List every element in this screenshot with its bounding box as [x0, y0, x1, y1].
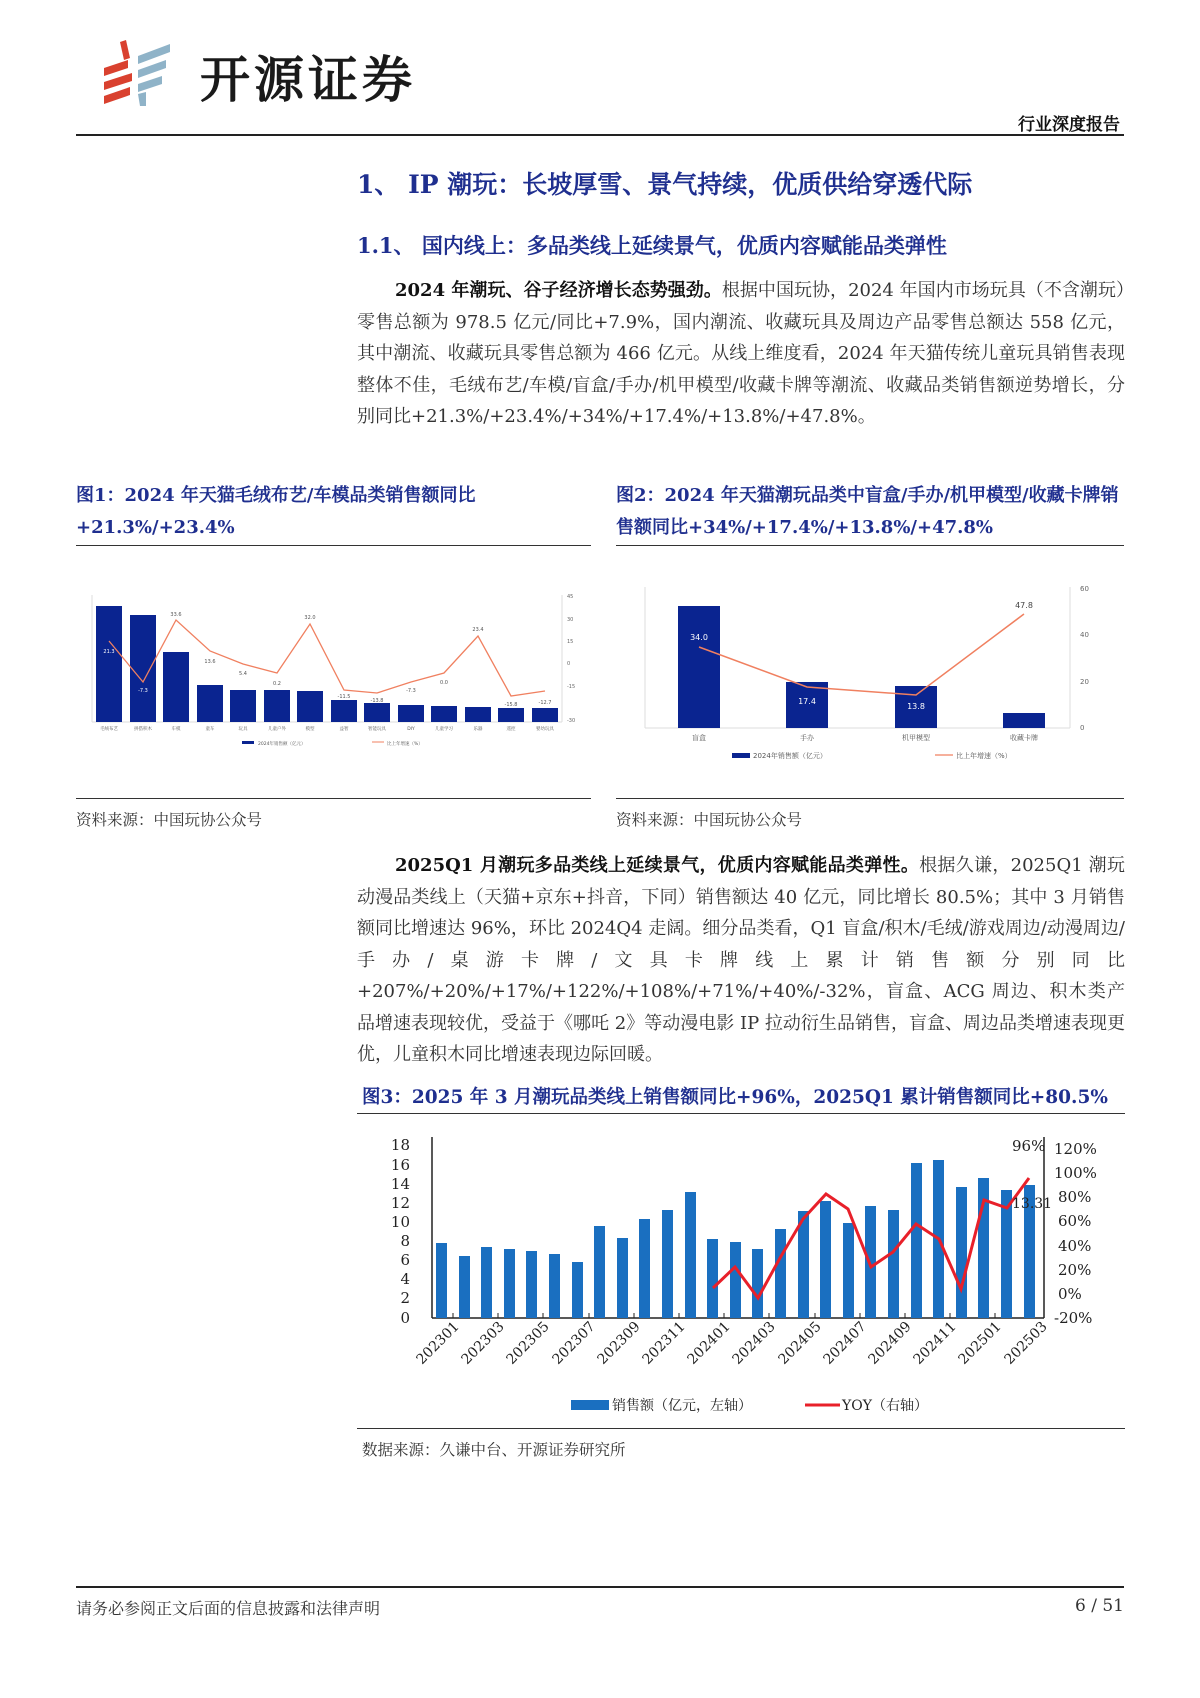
svg-text:0%: 0%	[1058, 1285, 1082, 1303]
paragraph-2	[357, 850, 1125, 1071]
svg-text:乐器: 乐器	[473, 727, 483, 732]
svg-text:202307: 202307	[549, 1318, 599, 1368]
svg-text:13.6: 13.6	[204, 659, 216, 665]
svg-text:-20%: -20%	[1054, 1309, 1093, 1327]
figure-2-source: 资料来源：中国玩协公众号	[616, 811, 803, 829]
figure-2-bottom-rule	[616, 798, 1124, 799]
svg-text:0: 0	[1080, 724, 1085, 732]
svg-text:202403: 202403	[729, 1318, 779, 1368]
svg-text:120%: 120%	[1054, 1140, 1097, 1158]
svg-text:0: 0	[567, 661, 571, 667]
svg-text:益智: 益智	[339, 727, 349, 732]
paragraph-1	[357, 275, 1125, 433]
svg-text:13.8: 13.8	[907, 702, 925, 711]
svg-text:童车: 童车	[205, 727, 215, 732]
figure-3-annotation-bar: 13.31	[1012, 1196, 1053, 1212]
svg-text:模型: 模型	[305, 727, 315, 732]
svg-text:17.4: 17.4	[798, 697, 816, 706]
svg-text:手办: 手办	[800, 734, 814, 742]
figure-2-title: 图2：2024 年天猫潮玩品类中盲盒/手办/机甲模型/收藏卡牌销售额同比+34%/+17.4%/+13.8%/+47.8%	[616, 485, 1119, 538]
svg-text:0.0: 0.0	[440, 680, 448, 686]
brand-logo-icon	[100, 38, 190, 108]
svg-text:车模: 车模	[171, 727, 181, 732]
figure-3-legend-line: YOY（右轴）	[842, 1398, 928, 1414]
svg-text:0: 0	[400, 1309, 410, 1327]
figure-3-top-rule	[357, 1113, 1125, 1114]
figure-3-title: 图3：2025 年 3 月潮玩品类线上销售额同比+96%，2025Q1 累计销售额同比+80.5%	[362, 1087, 1108, 1108]
figure-1-source: 资料来源：中国玩协公众号	[76, 811, 263, 829]
svg-text:202503: 202503	[1001, 1318, 1051, 1368]
svg-text:婴幼玩具: 婴幼玩具	[536, 727, 554, 732]
svg-text:202501: 202501	[955, 1318, 1005, 1368]
figure-1-bottom-rule	[76, 798, 591, 799]
svg-text:毛绒布艺: 毛绒布艺	[100, 727, 118, 732]
svg-text:8: 8	[400, 1232, 410, 1250]
svg-text:4: 4	[400, 1270, 410, 1288]
svg-text:-15.8: -15.8	[504, 702, 518, 708]
svg-text:202305: 202305	[503, 1318, 553, 1368]
svg-text:16: 16	[390, 1156, 410, 1174]
svg-text:15: 15	[567, 639, 574, 645]
svg-text:20%: 20%	[1058, 1261, 1092, 1279]
svg-text:2024年销售额（亿元）: 2024年销售额（亿元）	[258, 742, 306, 747]
svg-text:儿童户外: 儿童户外	[268, 727, 286, 732]
svg-text:33.6: 33.6	[170, 612, 182, 618]
svg-text:60%: 60%	[1058, 1212, 1092, 1230]
figure-3-legend-bar: 销售额（亿元，左轴）	[612, 1398, 752, 1414]
svg-text:比上年增速（%）: 比上年增速（%）	[387, 742, 423, 747]
svg-text:23.4: 23.4	[472, 627, 484, 633]
svg-text:202301: 202301	[413, 1318, 463, 1368]
svg-text:45: 45	[567, 594, 574, 600]
svg-text:202401: 202401	[684, 1318, 734, 1368]
svg-text:47.8: 47.8	[1015, 601, 1033, 610]
svg-text:34.0: 34.0	[690, 633, 708, 642]
svg-text:80%: 80%	[1058, 1188, 1092, 1206]
svg-text:机甲模型: 机甲模型	[902, 734, 930, 742]
figure-1-chart	[82, 590, 582, 754]
svg-text:60: 60	[1080, 585, 1089, 593]
svg-text:202411: 202411	[910, 1318, 960, 1368]
svg-text:比上年增速（%）: 比上年增速（%）	[956, 752, 1012, 760]
svg-text:盲盒: 盲盒	[692, 734, 706, 742]
paragraph-1-body: 根据中国玩协，2024 年国内市场玩具（不含潮玩）零售总额为 978.5 亿元/同比+7.9%，国内潮流、收藏玩具及周边产品零售总额达 558 亿元，其中潮流、收藏玩具零售总额为 466 亿元。从线上维度看，2024 年天猫传统儿童玩具销售表现整体不佳，毛绒布艺/车模/盲盒/手办/机甲模型/收藏卡牌等潮流、收藏品类销售额逆势增长，分别同比+21.3%/+23.4%/+34%/+17.4%/+13.8%/+47.8%。	[357, 280, 1125, 427]
svg-text:14: 14	[390, 1175, 410, 1193]
svg-text:202409: 202409	[865, 1318, 915, 1368]
footer-disclaimer: 请务必参阅正文后面的信息披露和法律声明	[76, 1599, 381, 1618]
figure-3-annotation-yoy: 96%	[1012, 1137, 1046, 1155]
svg-text:40%: 40%	[1058, 1237, 1092, 1255]
footer-divider	[76, 1586, 1124, 1588]
svg-text:6: 6	[400, 1251, 410, 1269]
svg-text:-7.3: -7.3	[138, 688, 148, 694]
section-heading: 1、 IP 潮玩：长坡厚雪、景气持续，优质供给穿透代际	[357, 170, 973, 199]
svg-text:202309: 202309	[594, 1318, 644, 1368]
svg-text:-13.8: -13.8	[370, 698, 384, 704]
svg-text:遥控: 遥控	[506, 727, 516, 732]
svg-text:-11.5: -11.5	[337, 694, 351, 700]
svg-text:DIY: DIY	[407, 727, 415, 732]
svg-text:收藏卡牌: 收藏卡牌	[1010, 734, 1038, 742]
figure-1-title: 图1：2024 年天猫毛绒布艺/车模品类销售额同比+21.3%/+23.4%	[76, 485, 476, 538]
svg-text:2024年销售额（亿元）: 2024年销售额（亿元）	[753, 752, 827, 760]
svg-text:玩具: 玩具	[238, 727, 248, 732]
figure-3-source: 数据来源：久谦中台、开源证券研究所	[362, 1441, 626, 1459]
subsection-heading: 1.1、 国内线上：多品类线上延续景气，优质内容赋能品类弹性	[357, 233, 947, 258]
svg-text:儿童学习: 儿童学习	[435, 727, 453, 732]
svg-text:32.0: 32.0	[304, 615, 316, 621]
header-divider	[76, 134, 1124, 136]
svg-text:202311: 202311	[639, 1318, 689, 1368]
svg-text:30: 30	[567, 617, 574, 623]
figure-3-chart	[380, 1125, 1120, 1429]
svg-text:拼搭积木: 拼搭积木	[134, 727, 152, 732]
paragraph-2-lead: 2025Q1 月潮玩多品类线上延续景气，优质内容赋能品类弹性。	[395, 855, 920, 876]
report-type-label: 行业深度报告	[1018, 115, 1120, 135]
svg-text:40: 40	[1080, 631, 1089, 639]
svg-text:智能玩具: 智能玩具	[368, 727, 386, 732]
svg-text:-12.7: -12.7	[538, 700, 552, 706]
figure-2-top-rule	[616, 545, 1124, 546]
svg-text:2: 2	[400, 1289, 410, 1307]
page-number: 6 / 51	[1075, 1596, 1124, 1616]
svg-text:12: 12	[390, 1194, 410, 1212]
svg-text:202405: 202405	[775, 1318, 825, 1368]
svg-text:5.4: 5.4	[239, 671, 247, 677]
svg-text:202303: 202303	[458, 1318, 508, 1368]
svg-text:202407: 202407	[820, 1318, 870, 1368]
svg-text:21.3: 21.3	[103, 649, 115, 655]
svg-text:-15: -15	[567, 684, 576, 690]
svg-text:10: 10	[390, 1213, 410, 1231]
figure-1-top-rule	[76, 545, 591, 546]
svg-text:18: 18	[390, 1136, 410, 1154]
svg-text:100%: 100%	[1054, 1164, 1097, 1182]
figure-2-chart	[640, 582, 1120, 766]
figure-3-bottom-rule	[357, 1428, 1125, 1429]
brand-name: 开源证券	[200, 51, 416, 109]
paragraph-1-lead: 2024 年潮玩、谷子经济增长态势强劲。	[395, 280, 722, 301]
paragraph-2-body: 根据久谦，2025Q1 潮玩动漫品类线上（天猫+京东+抖音，下同）销售额达 40 亿元，同比增长 80.5%；其中 3 月销售额同比增速达 96%，环比 2024Q4 走阔。细分品类看，Q1 盲盒/积木/毛绒/游戏周边/动漫周边/手办/桌游卡牌/文具卡牌线上累计销售额分别同比+207%/+20%/+17%/+122%/+108%/+71%/+40%/-32%，盲盒、ACG 周边、积木类产品增速表现较优，受益于《哪吒 2》等动漫电影 IP 拉动衍生品销售，盲盒、周边品类增速表现更优，儿童积木同比增速表现边际回暖。	[357, 855, 1125, 1065]
svg-text:20: 20	[1080, 678, 1089, 686]
svg-text:-30: -30	[567, 718, 576, 724]
svg-text:0.2: 0.2	[273, 681, 281, 687]
svg-text:-7.3: -7.3	[406, 688, 416, 694]
